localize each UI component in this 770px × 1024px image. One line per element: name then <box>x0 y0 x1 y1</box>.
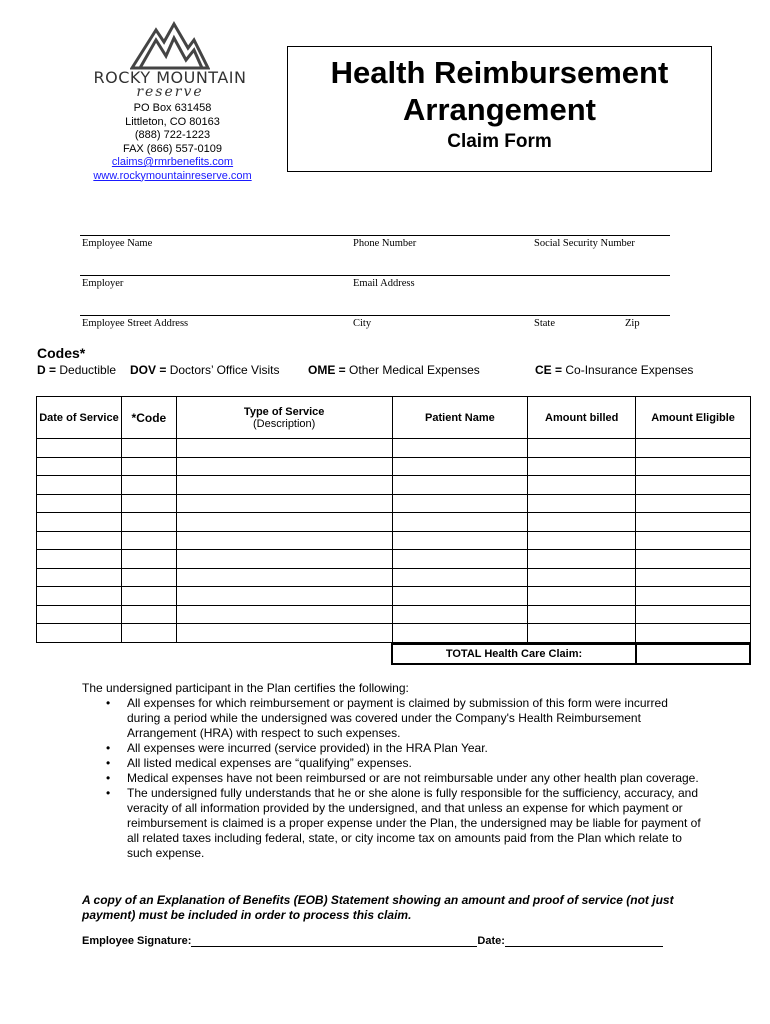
code-dov-key: DOV = <box>130 363 167 377</box>
total-label: TOTAL Health Care Claim: <box>393 645 637 663</box>
list-item <box>106 756 702 771</box>
table-cell[interactable] <box>176 476 392 495</box>
phone-label: Phone Number <box>353 238 417 249</box>
table-cell[interactable] <box>528 531 636 550</box>
table-cell[interactable] <box>176 624 392 643</box>
table-row <box>37 476 751 495</box>
date-field[interactable] <box>505 935 663 947</box>
table-row <box>37 439 751 458</box>
cert-item-text: All expenses for which reimbursement or payment is claimed by submission of this form were incurred during a period while the undersigned was covered under the Company's Health Reimbursement Arrangement (HRA) with respect to such expenses. <box>127 696 668 740</box>
cert-item-text: Medical expenses have not been reimbursed or are not reimbursable under any other health plan coverage. <box>127 771 699 785</box>
claims-table <box>36 396 751 643</box>
col-patient-header: Patient Name <box>392 397 528 439</box>
total-value-cell[interactable] <box>637 645 749 663</box>
table-cell[interactable] <box>636 513 751 532</box>
table-cell[interactable] <box>636 439 751 458</box>
logo-name: ROCKY MOUNTAIN <box>93 68 247 87</box>
col-date-header: Date of Service <box>37 397 122 439</box>
table-cell[interactable] <box>121 513 176 532</box>
table-row <box>37 568 751 587</box>
list-item <box>106 741 702 756</box>
table-cell[interactable] <box>121 550 176 569</box>
table-cell[interactable] <box>121 531 176 550</box>
employee-name-field[interactable] <box>80 235 670 236</box>
table-cell[interactable] <box>392 550 528 569</box>
table-cell[interactable] <box>37 457 122 476</box>
table-cell[interactable] <box>37 587 122 606</box>
table-cell[interactable] <box>37 494 122 513</box>
table-cell[interactable] <box>37 476 122 495</box>
table-cell[interactable] <box>528 568 636 587</box>
col-type-label: Type of Service <box>243 405 325 418</box>
table-row <box>37 624 751 643</box>
code-dov-label: Doctors’ Office Visits <box>169 363 280 377</box>
bullet-icon: • <box>106 696 111 710</box>
bullet-icon: • <box>106 786 111 800</box>
table-cell[interactable] <box>528 605 636 624</box>
col-eligible-header: Amount Eligible <box>636 397 751 439</box>
employer-field[interactable] <box>80 275 670 276</box>
table-cell[interactable] <box>528 476 636 495</box>
col-billed-header: Amount billed <box>528 397 636 439</box>
table-cell[interactable] <box>37 439 122 458</box>
table-cell[interactable] <box>176 439 392 458</box>
table-cell[interactable] <box>392 605 528 624</box>
table-row <box>37 587 751 606</box>
table-cell[interactable] <box>121 439 176 458</box>
table-row <box>37 550 751 569</box>
list-item <box>106 786 702 861</box>
table-cell[interactable] <box>392 439 528 458</box>
col-type-header <box>176 397 392 439</box>
table-cell[interactable] <box>392 531 528 550</box>
table-cell[interactable] <box>176 513 392 532</box>
table-row <box>37 531 751 550</box>
list-item <box>106 771 702 786</box>
certification <box>82 681 702 861</box>
cert-list <box>106 696 702 861</box>
table-cell[interactable] <box>392 624 528 643</box>
form-subtitle: Claim Form <box>447 131 552 152</box>
table-cell[interactable] <box>528 457 636 476</box>
table-cell[interactable] <box>392 476 528 495</box>
table-cell[interactable] <box>528 550 636 569</box>
table-cell[interactable] <box>121 494 176 513</box>
table-cell[interactable] <box>636 494 751 513</box>
signature-field[interactable] <box>191 935 477 947</box>
bullet-icon: • <box>106 741 111 755</box>
table-cell[interactable] <box>528 439 636 458</box>
email-link[interactable]: claims@rmrbenefits.com <box>111 156 234 168</box>
code-ce-label: Co-Insurance Expenses <box>565 363 694 377</box>
table-cell[interactable] <box>392 513 528 532</box>
form-title-line1: Health Reimbursement <box>330 55 669 90</box>
table-cell[interactable] <box>37 624 122 643</box>
col-code-header: *Code <box>121 397 176 439</box>
phone-line: (888) 722-1223 <box>134 129 211 141</box>
code-ome-key: OME = <box>308 363 346 377</box>
table-cell[interactable] <box>121 587 176 606</box>
table-cell[interactable] <box>636 476 751 495</box>
table-cell[interactable] <box>636 457 751 476</box>
list-item <box>106 696 702 741</box>
table-header-row <box>37 397 751 439</box>
email-label: Email Address <box>353 278 415 289</box>
ssn-label: Social Security Number <box>534 238 635 249</box>
table-cell[interactable] <box>636 605 751 624</box>
table-cell[interactable] <box>392 457 528 476</box>
employee-name-label: Employee Name <box>82 238 153 249</box>
code-dov <box>130 363 280 377</box>
code-ce <box>535 363 693 377</box>
mountain-logo-icon <box>130 20 210 70</box>
table-cell[interactable] <box>636 587 751 606</box>
table-cell[interactable] <box>392 568 528 587</box>
code-ome <box>308 363 480 377</box>
table-cell[interactable] <box>392 587 528 606</box>
table-cell[interactable] <box>176 568 392 587</box>
table-cell[interactable] <box>37 513 122 532</box>
form-title <box>288 54 711 128</box>
signature-row <box>82 935 663 947</box>
table-row <box>37 457 751 476</box>
fax-line: FAX (866) 557-0109 <box>122 142 223 155</box>
table-cell[interactable] <box>528 587 636 606</box>
employer-label: Employer <box>82 278 124 289</box>
signature-label: Employee Signature: <box>82 935 192 947</box>
code-d <box>37 363 116 377</box>
contact-info <box>60 102 285 183</box>
cert-item-text: All listed medical expenses are “qualifying” expenses. <box>127 756 412 770</box>
table-cell[interactable] <box>121 568 176 587</box>
table-cell[interactable] <box>37 605 122 624</box>
table-cell[interactable] <box>392 494 528 513</box>
table-cell[interactable] <box>176 457 392 476</box>
table-cell[interactable] <box>176 531 392 550</box>
table-cell[interactable] <box>37 531 122 550</box>
code-ce-key: CE = <box>535 363 563 377</box>
eob-notice: A copy of an Explanation of Benefits (EOB) Statement showing an amount and proof of service (not just payment) must be included in order to process this claim. <box>82 893 674 922</box>
table-cell[interactable] <box>636 624 751 643</box>
table-cell[interactable] <box>528 513 636 532</box>
table-row <box>37 494 751 513</box>
cert-item-text: The undersigned fully understands that he or she alone is fully responsible for the sufficiency, accuracy, and veracity of all information provided by the undersigned, and that unless an expense for which payment or reimbursement is claimed is a proper expense under the Plan, the undersigned may be liable for payment of all related taxes including federal, state, or city income tax on amounts paid from the Plan which relate to such expense. <box>127 786 701 860</box>
table-cell[interactable] <box>37 550 122 569</box>
table-cell[interactable] <box>176 550 392 569</box>
table-cell[interactable] <box>121 476 176 495</box>
table-cell[interactable] <box>176 494 392 513</box>
state-label: State <box>534 318 555 329</box>
date-label: Date: <box>477 935 505 947</box>
table-cell[interactable] <box>528 494 636 513</box>
table-cell[interactable] <box>121 624 176 643</box>
city-label: City <box>353 318 372 329</box>
table-row <box>37 513 751 532</box>
total-row <box>391 643 751 665</box>
bullet-icon: • <box>106 771 111 785</box>
code-ome-label: Other Medical Expenses <box>349 363 480 377</box>
table-cell[interactable] <box>176 605 392 624</box>
zip-label: Zip <box>625 318 640 329</box>
codes-title: Codes* <box>37 345 86 361</box>
bullet-icon: • <box>106 756 111 770</box>
title-box <box>287 46 712 172</box>
table-cell[interactable] <box>121 605 176 624</box>
company-logo <box>80 20 260 100</box>
table-cell[interactable] <box>636 550 751 569</box>
city-line: Littleton, CO 80163 <box>125 115 220 128</box>
cert-intro: The undersigned participant in the Plan certifies the following: <box>82 681 409 695</box>
form-title-line2: Arrangement <box>403 92 596 127</box>
table-row <box>37 605 751 624</box>
po-box: PO Box 631458 <box>133 102 212 114</box>
col-type-desc: (Description) <box>252 417 316 430</box>
code-d-label: Deductible <box>59 363 117 377</box>
table-cell[interactable] <box>121 457 176 476</box>
code-d-key: D = <box>37 363 57 377</box>
street-label: Employee Street Address <box>82 318 189 329</box>
table-cell[interactable] <box>37 568 122 587</box>
table-cell[interactable] <box>636 531 751 550</box>
address-field[interactable] <box>80 315 670 316</box>
cert-item-text: All expenses were incurred (service provided) in the HRA Plan Year. <box>127 741 488 755</box>
table-cell[interactable] <box>636 568 751 587</box>
table-cell[interactable] <box>528 624 636 643</box>
website-link[interactable]: www.rockymountainreserve.com <box>93 169 252 182</box>
table-cell[interactable] <box>176 587 392 606</box>
logo-subtitle: reserve <box>136 84 204 100</box>
